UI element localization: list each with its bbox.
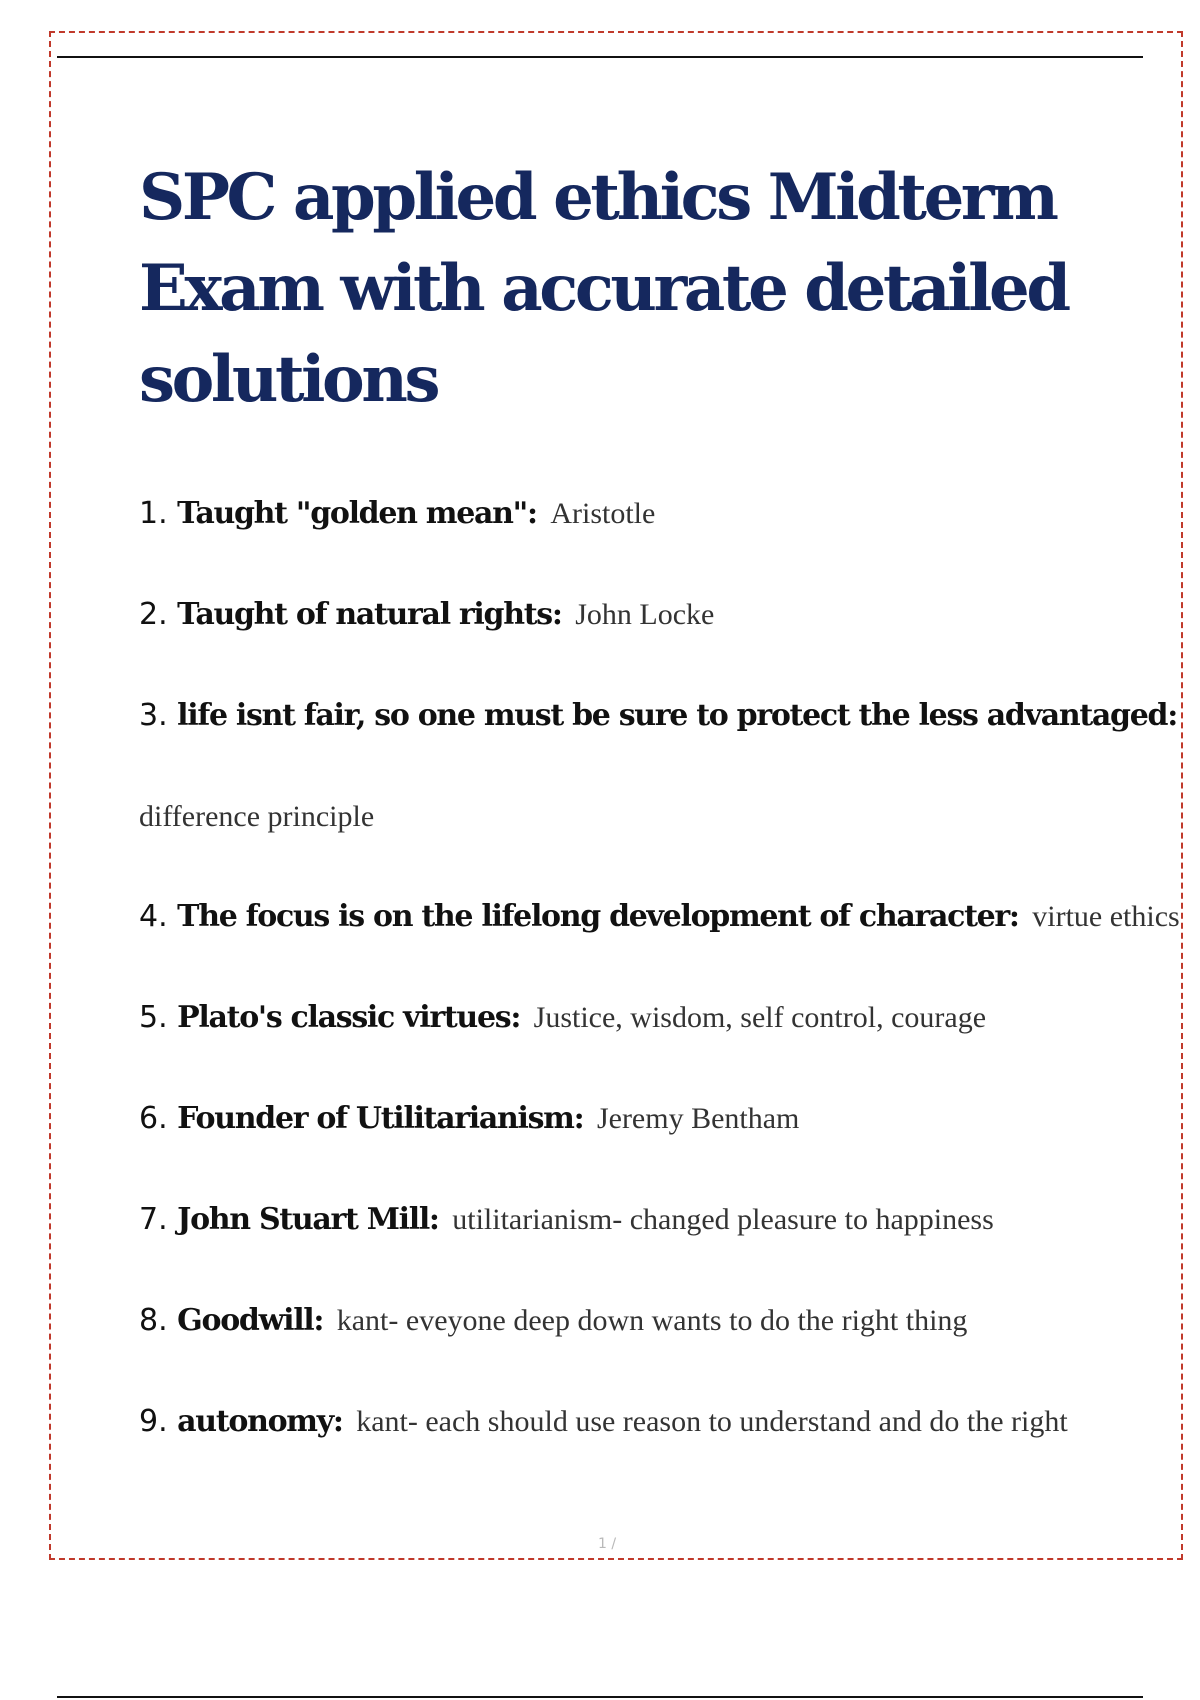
question-text: Taught of natural rights: bbox=[177, 597, 562, 632]
question-text: John Stuart Mill: bbox=[177, 1202, 439, 1237]
page-number: 1 / bbox=[598, 1536, 617, 1552]
answer-text: difference principle bbox=[139, 800, 375, 833]
item-number: 9. bbox=[139, 1404, 168, 1439]
qa-item-7 bbox=[139, 1198, 994, 1242]
qa-item-4 bbox=[139, 895, 1180, 939]
item-number: 5. bbox=[139, 1000, 168, 1035]
document-title: SPC applied ethics Midterm Exam with accurate detailed solutions bbox=[139, 160, 1068, 417]
question-text: Founder of Utilitarianism: bbox=[177, 1101, 584, 1136]
question-text: Taught "golden mean": bbox=[177, 496, 537, 531]
item-number: 4. bbox=[139, 899, 168, 934]
question-text: Goodwill: bbox=[177, 1303, 324, 1338]
qa-item-8 bbox=[139, 1299, 967, 1343]
question-text: The focus is on the lifelong development of character: bbox=[177, 899, 1019, 934]
answer-text: John Locke bbox=[575, 598, 715, 631]
qa-item-3 bbox=[139, 694, 1177, 738]
item-number: 3. bbox=[139, 698, 168, 733]
item-number: 6. bbox=[139, 1101, 168, 1136]
answer-text: kant- eveyone deep down wants to do the right thing bbox=[336, 1304, 968, 1337]
question-text: Plato's classic virtues: bbox=[177, 1000, 521, 1035]
qa-item-9 bbox=[139, 1400, 1068, 1444]
qa-item-6 bbox=[139, 1097, 799, 1141]
item-number: 1. bbox=[139, 496, 168, 531]
answer-text: kant- each should use reason to understand and do the right bbox=[356, 1405, 1068, 1438]
top-rule bbox=[57, 56, 1143, 58]
item-number: 2. bbox=[139, 597, 168, 632]
qa-item-1 bbox=[139, 492, 655, 536]
qa-item-2 bbox=[139, 593, 714, 637]
answer-text: Aristotle bbox=[550, 497, 656, 530]
answer-text: utilitarianism- changed pleasure to happiness bbox=[452, 1203, 994, 1236]
answer-text: Jeremy Bentham bbox=[596, 1102, 800, 1135]
qa-item-3-answer bbox=[139, 795, 374, 839]
answer-text: virtue ethics bbox=[1032, 900, 1180, 933]
question-text: life isnt fair, so one must be sure to protect the less advantaged: bbox=[177, 698, 1177, 733]
qa-item-5 bbox=[139, 996, 986, 1040]
item-number: 7. bbox=[139, 1202, 168, 1237]
bottom-rule bbox=[57, 1696, 1143, 1698]
question-text: autonomy: bbox=[177, 1404, 343, 1439]
item-number: 8. bbox=[139, 1303, 168, 1338]
answer-text: Justice, wisdom, self control, courage bbox=[533, 1001, 987, 1034]
